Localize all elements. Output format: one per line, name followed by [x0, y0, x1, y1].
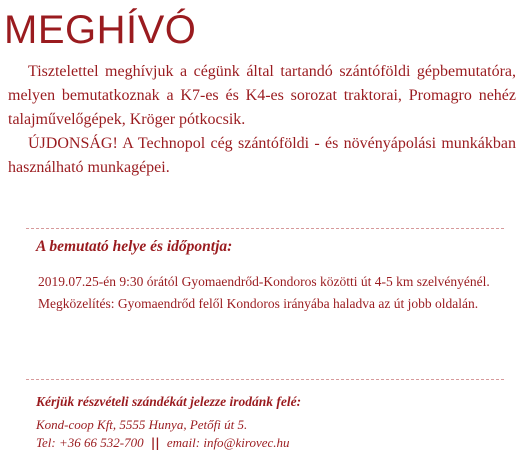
intro-paragraph-1: Tisztelettel meghívjuk a cégünk által tartandó szántóföldi gépbemutatóra, melyen bemutatkoznak a K7-es és K4-es sorozat traktorai, Promagro nehéz talajművelőgépek, Kröger pótkocsik.: [8, 63, 516, 128]
intro-paragraph-2: ÚJDONSÁG! A Technopol cég szántóföldi - és növényápolási munkákban használható munkagépei.: [8, 135, 516, 176]
contact-line: [36, 434, 290, 453]
venue-heading: A bemutató helye és időpontja:: [36, 238, 233, 255]
section-divider: [26, 228, 504, 229]
contact-separator: ||: [150, 435, 160, 450]
contact-details: [36, 416, 290, 452]
intro-text: [8, 60, 516, 180]
venue-date-location: 2019.07.25-én 9:30 órától Gyomaendrőd-Kondoros közötti út 4-5 km szelvényénél.: [38, 274, 490, 289]
venue-details: [28, 272, 502, 316]
contact-phone: Tel: +36 66 532-700: [36, 434, 144, 450]
contact-email[interactable]: email: info@kirovec.hu: [166, 434, 290, 450]
page-title: MEGHÍVÓ: [4, 8, 197, 52]
contact-address: Kond-coop Kft, 5555 Hunya, Petőfi út 5.: [36, 417, 248, 432]
contact-heading: Kérjük részvételi szándékát jelezze irodánk felé:: [36, 394, 302, 409]
section-divider: [26, 379, 504, 380]
venue-directions: Megközelítés: Gyomaendrőd felől Kondoros irányába haladva az út jobb oldalán.: [38, 296, 479, 311]
